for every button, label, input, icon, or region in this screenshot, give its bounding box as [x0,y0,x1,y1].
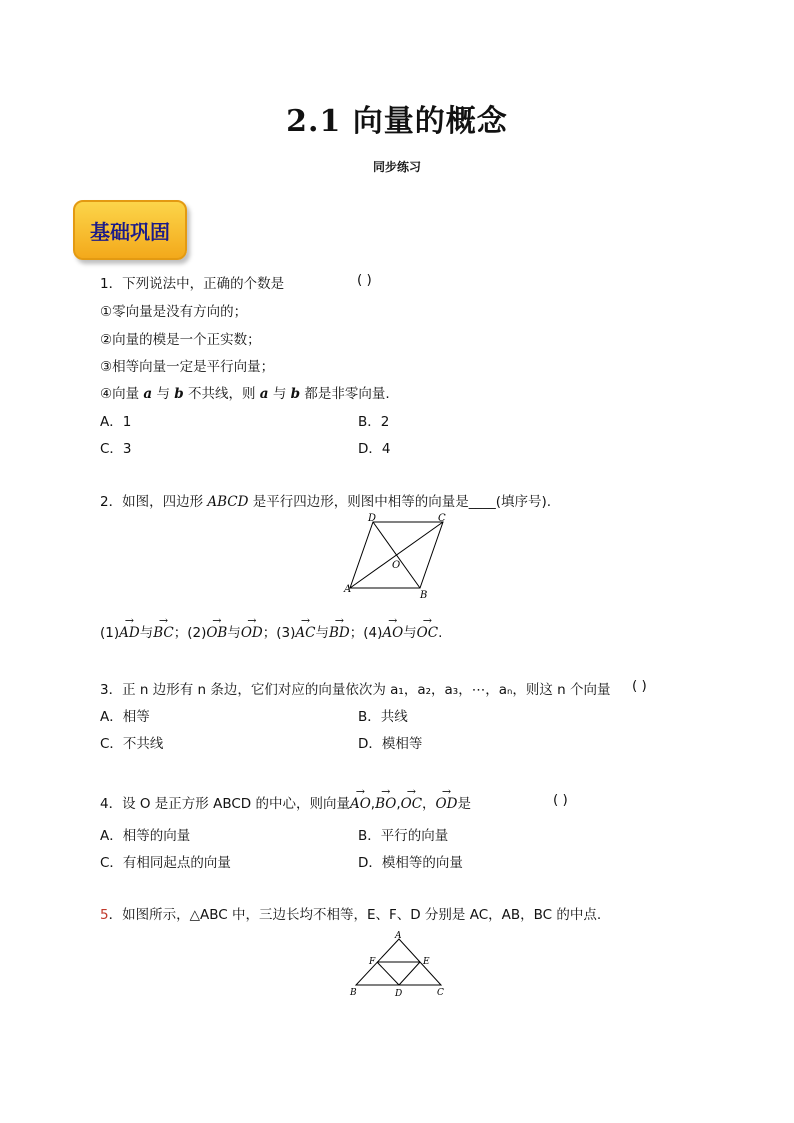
triangle-figure [345,930,450,1000]
q1-item-1: ①零向量是没有方向的； [100,304,248,320]
q1-option-a: A．1 [100,414,132,430]
label-c: C [437,988,444,998]
label-c: C [438,513,446,524]
label-a: A [344,584,352,595]
q2-answer-choices: (1)→ AD与→ BC；(2)→ OB与→ OD；(3)→ AC与→ BD；(4)→ AO与→ OC. [100,621,442,641]
parallelogram-figure [340,512,455,602]
q4-answer-paren: ( ) [553,792,568,808]
page-subtitle: 同步练习 [372,160,421,174]
q1-answer-paren: ( ) [357,272,372,288]
section-badge [73,200,187,260]
q5-stem: 5．如图所示，△ABC 中，三边长均不相等，E、F、D 分别是 AC，AB，BC 的中点. [100,907,602,923]
q4-stem: 4．设 O 是正方形 ABCD 的中心，则向量→ AO,→ BO,→ OC，→ OD是 [100,792,471,812]
q4-option-d: D．模相等的向量 [358,855,463,871]
q1-option-c: C．3 [100,441,132,457]
label-b: B [420,590,428,601]
q4-option-a: A．相等的向量 [100,828,191,844]
q1-item-4: ④向量 a 与 b 不共线，则 a 与 b 都是非零向量. [100,386,390,402]
q3-option-a: A．相等 [100,709,150,725]
q3-stem: 3．正 n 边形有 n 条边，它们对应的向量依次为 a₁，a₂，a₃，⋯，aₙ，则这 n 个向量 [100,682,611,698]
q4-option-b: B．平行的向量 [358,828,449,844]
q1-item-2: ②向量的模是一个正实数； [100,332,261,348]
section-badge-label: 基础巩固 [90,219,170,244]
q3-option-b: B．共线 [358,709,408,725]
q2-stem: 2．如图，四边形 ABCD 是平行四边形，则图中相等的向量是____(填序号). [100,494,552,510]
q1-stem: 1．下列说法中，正确的个数是 [100,276,285,292]
label-b: B [350,988,357,998]
q3-option-d: D．模相等 [358,736,423,752]
q1-option-b: B．2 [358,414,390,430]
q1-option-d: D．4 [358,441,391,457]
page-title: 2.1 向量的概念 [286,104,508,139]
q1-item-3: ③相等向量一定是平行向量； [100,359,275,375]
label-o: O [392,560,401,571]
label-a: A [395,931,402,941]
q3-answer-paren: ( ) [632,678,647,694]
label-d: D [395,989,403,999]
label-d: D [368,513,377,524]
label-e: E [423,957,430,967]
q3-option-c: C．不共线 [100,736,164,752]
label-f: F [369,957,376,967]
q4-option-c: C．有相同起点的向量 [100,855,231,871]
